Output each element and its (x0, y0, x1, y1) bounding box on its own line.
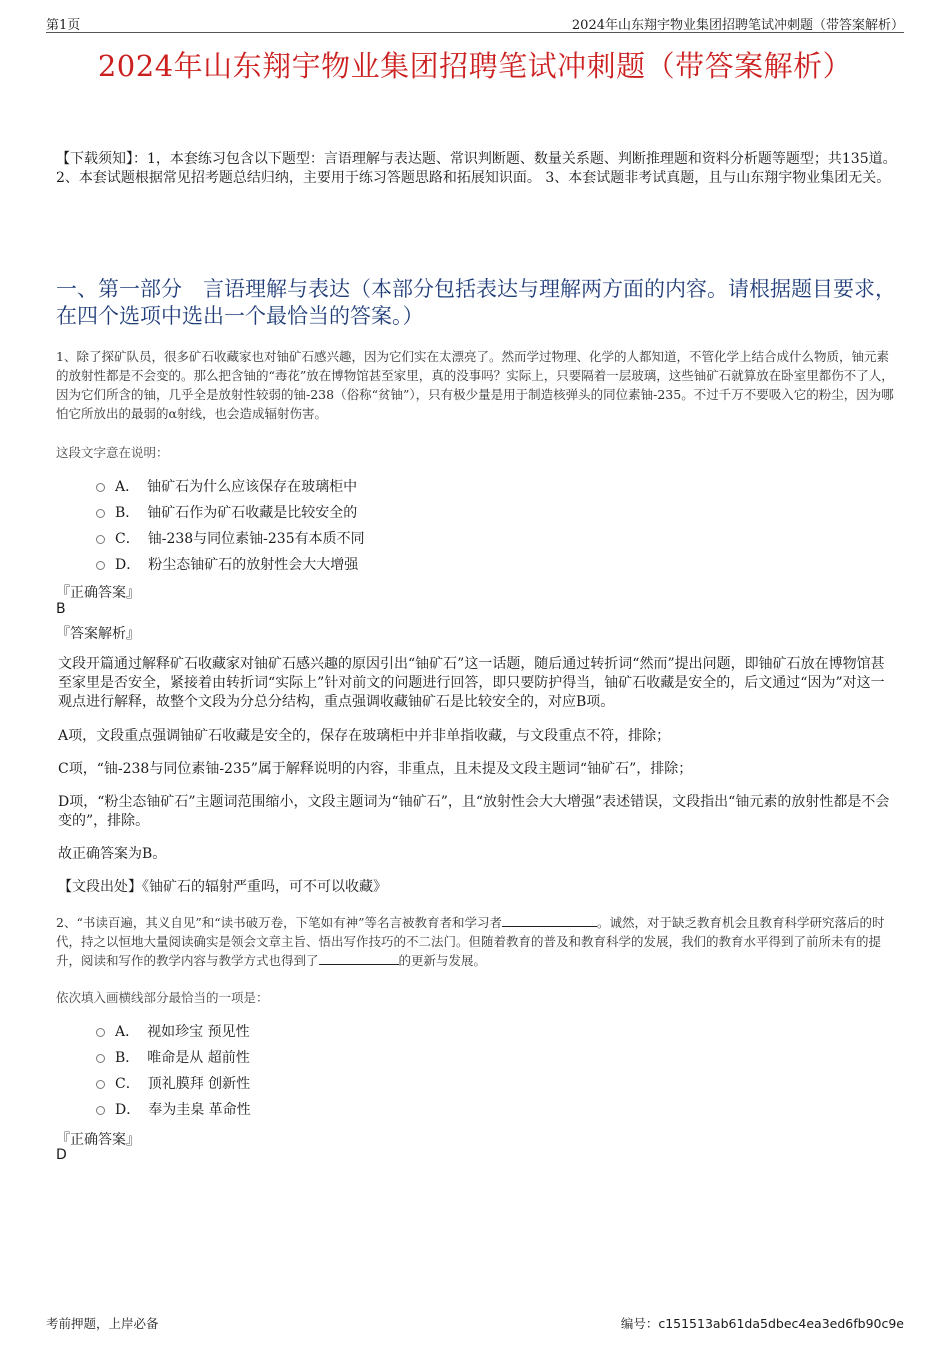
q1-analysis-c: C项，“铀-238与同位素铀-235”属于解释说明的内容，非重点，且未提及文段主题词“铀矿石”，排除； (58, 761, 693, 777)
option-text: 铀矿石为什么应该保存在玻璃柜中 (147, 479, 358, 495)
radio-icon[interactable] (96, 535, 105, 544)
q1-answer: B (56, 601, 66, 617)
option-letter: A． (115, 479, 140, 495)
option-letter: C． (115, 1076, 140, 1092)
q1-source: 【文段出处】《铀矿石的辐射严重吗，可不可以收藏》 (58, 879, 387, 895)
q1-option-a[interactable] (96, 476, 357, 496)
page-header (46, 14, 904, 33)
q1-analysis-paragraph: 文段开篇通过解释矿石收藏家对铀矿石感兴趣的原因引出“铀矿石”这一话题，随后通过转折词“然而”提出问题，即铀矿石放在博物馆甚至家里是否安全，紧接着由转折词“实际上”针对前文的问题进行回答，即只要防护得当，铀矿石收藏是安全的，后文通过“因为”对这一观点进行解释，故整个文段为分总分结构，重点强调收藏铀矿石是比较安全的，对应B项。 (58, 656, 885, 710)
q1-analysis-d: D项，“粉尘态铀矿石”主题词范围缩小，文段主题词为“铀矿石”，且“放射性会大大增强”表述错误，文段指出“铀元素的放射性都是不会变的”，排除。 (58, 794, 890, 829)
q1-option-c[interactable] (96, 528, 365, 548)
page-number: 第1页 (46, 18, 81, 33)
q1-option-b[interactable] (96, 502, 357, 522)
footer-slogan: 考前押题，上岸必备 (46, 1316, 159, 1331)
q2-stem-part-1: 2、“书读百遍，其义自见”和“读书破万卷，下笔如有神”等名言被教育者和学习者 (56, 915, 503, 930)
option-letter: D． (115, 1102, 141, 1118)
option-text: 粉尘态铀矿石的放射性会大大增强 (148, 557, 359, 573)
document-id: 编号：c151513ab61da5dbec4ea3ed6fb90c9e (620, 1316, 904, 1331)
q2-answer-label: 『正确答案』 (56, 1132, 140, 1148)
radio-icon[interactable] (96, 1028, 105, 1037)
q1-analysis-a: A项，文段重点强调铀矿石收藏是安全的，保存在玻璃柜中并非单指收藏，与文段重点不符，排除； (58, 728, 671, 744)
q2-stem-part-2: 。诚然，对于缺乏教育机会且教育科学研究落后的时代，持之以恒地大量阅读确实是领会文章主旨、悟出写作技巧的不二法门。但随着教育的普及和教育科学的发展，我们的教育水平得到了前所未有的提升，阅读和写作的教学内容与教学方式也得到了 (56, 915, 885, 968)
q2-option-a[interactable] (96, 1021, 250, 1041)
q2-option-c[interactable] (96, 1073, 250, 1093)
option-text: 唯命是从 超前性 (147, 1050, 250, 1066)
radio-icon[interactable] (96, 561, 105, 570)
radio-icon[interactable] (96, 1106, 105, 1115)
q2-stem-part-3: 的更新与发展。 (398, 953, 487, 968)
question-1-prompt: 这段文字意在说明： (56, 445, 169, 460)
option-text: 奉为圭臬 革命性 (148, 1102, 251, 1118)
fill-blank-1 (502, 914, 597, 927)
q1-answer-label: 『正确答案』 (56, 585, 140, 601)
q1-analysis-conclusion: 故正确答案为B。 (58, 846, 167, 862)
option-letter: C． (115, 531, 140, 547)
q1-option-d[interactable] (96, 554, 358, 574)
radio-icon[interactable] (96, 1080, 105, 1089)
header-doc-title: 2024年山东翔宇物业集团招聘笔试冲刺题（带答案解析） (571, 18, 904, 33)
radio-icon[interactable] (96, 1054, 105, 1063)
q2-option-b[interactable] (96, 1047, 250, 1067)
question-2-stem (56, 913, 898, 970)
option-text: 视如珍宝 预见性 (147, 1024, 250, 1040)
option-text: 顶礼膜拜 创新性 (147, 1076, 251, 1092)
question-1-stem: 1、除了探矿队员，很多矿石收藏家也对铀矿石感兴趣，因为它们实在太漂亮了。然而学过物理、化学的人都知道，不管化学上结合成什么物质，铀元素的放射性都是不会变的。那么把含铀的“毒花”放在博物馆甚至家里，真的没事吗？实际上，只要隔着一层玻璃，这些铀矿石就算放在卧室里都伤不了人，因为它们所含的铀，几乎全是放射性较弱的铀-238（俗称“贫铀”），只有极少量是用于制造核弹头的同位素铀-235。不过千万不要吸入它的粉尘，因为哪怕它所放出的最弱的α射线，也会造成辐射伤害。 (56, 349, 894, 421)
page-footer (46, 1314, 904, 1332)
option-text: 铀矿石作为矿石收藏是比较安全的 (147, 505, 358, 521)
document-title: 2024年山东翔宇物业集团招聘笔试冲刺题（带答案解析） (97, 49, 853, 83)
q2-option-d[interactable] (96, 1099, 251, 1119)
section-heading: 一、第一部分 言语理解与表达（本部分包括表达与理解两方面的内容。请根据题目要求，在四个选项中选出一个最恰当的答案。） (56, 277, 896, 328)
option-letter: B． (115, 1050, 140, 1066)
q1-analysis-label: 『答案解析』 (56, 626, 140, 642)
q2-answer: D (56, 1147, 67, 1163)
radio-icon[interactable] (96, 483, 105, 492)
option-letter: D． (115, 557, 141, 573)
option-letter: A． (115, 1024, 140, 1040)
option-letter: B． (115, 505, 140, 521)
download-notice: 【下载须知】：1，本套练习包含以下题型：言语理解与表达题、常识判断题、数量关系题、判断推理题和资料分析题等题型；共135道。 2、本套试题根据常见招考题总结归纳，主要用于练习答题思路和拓展知识面。 3、本套试题非考试真题，且与山东翔宇物业集团无关。 (56, 151, 897, 186)
radio-icon[interactable] (96, 509, 105, 518)
question-2-prompt: 依次填入画横线部分最恰当的一项是： (56, 990, 269, 1005)
fill-blank-2 (319, 952, 399, 965)
option-text: 铀-238与同位素铀-235有本质不同 (147, 531, 365, 547)
